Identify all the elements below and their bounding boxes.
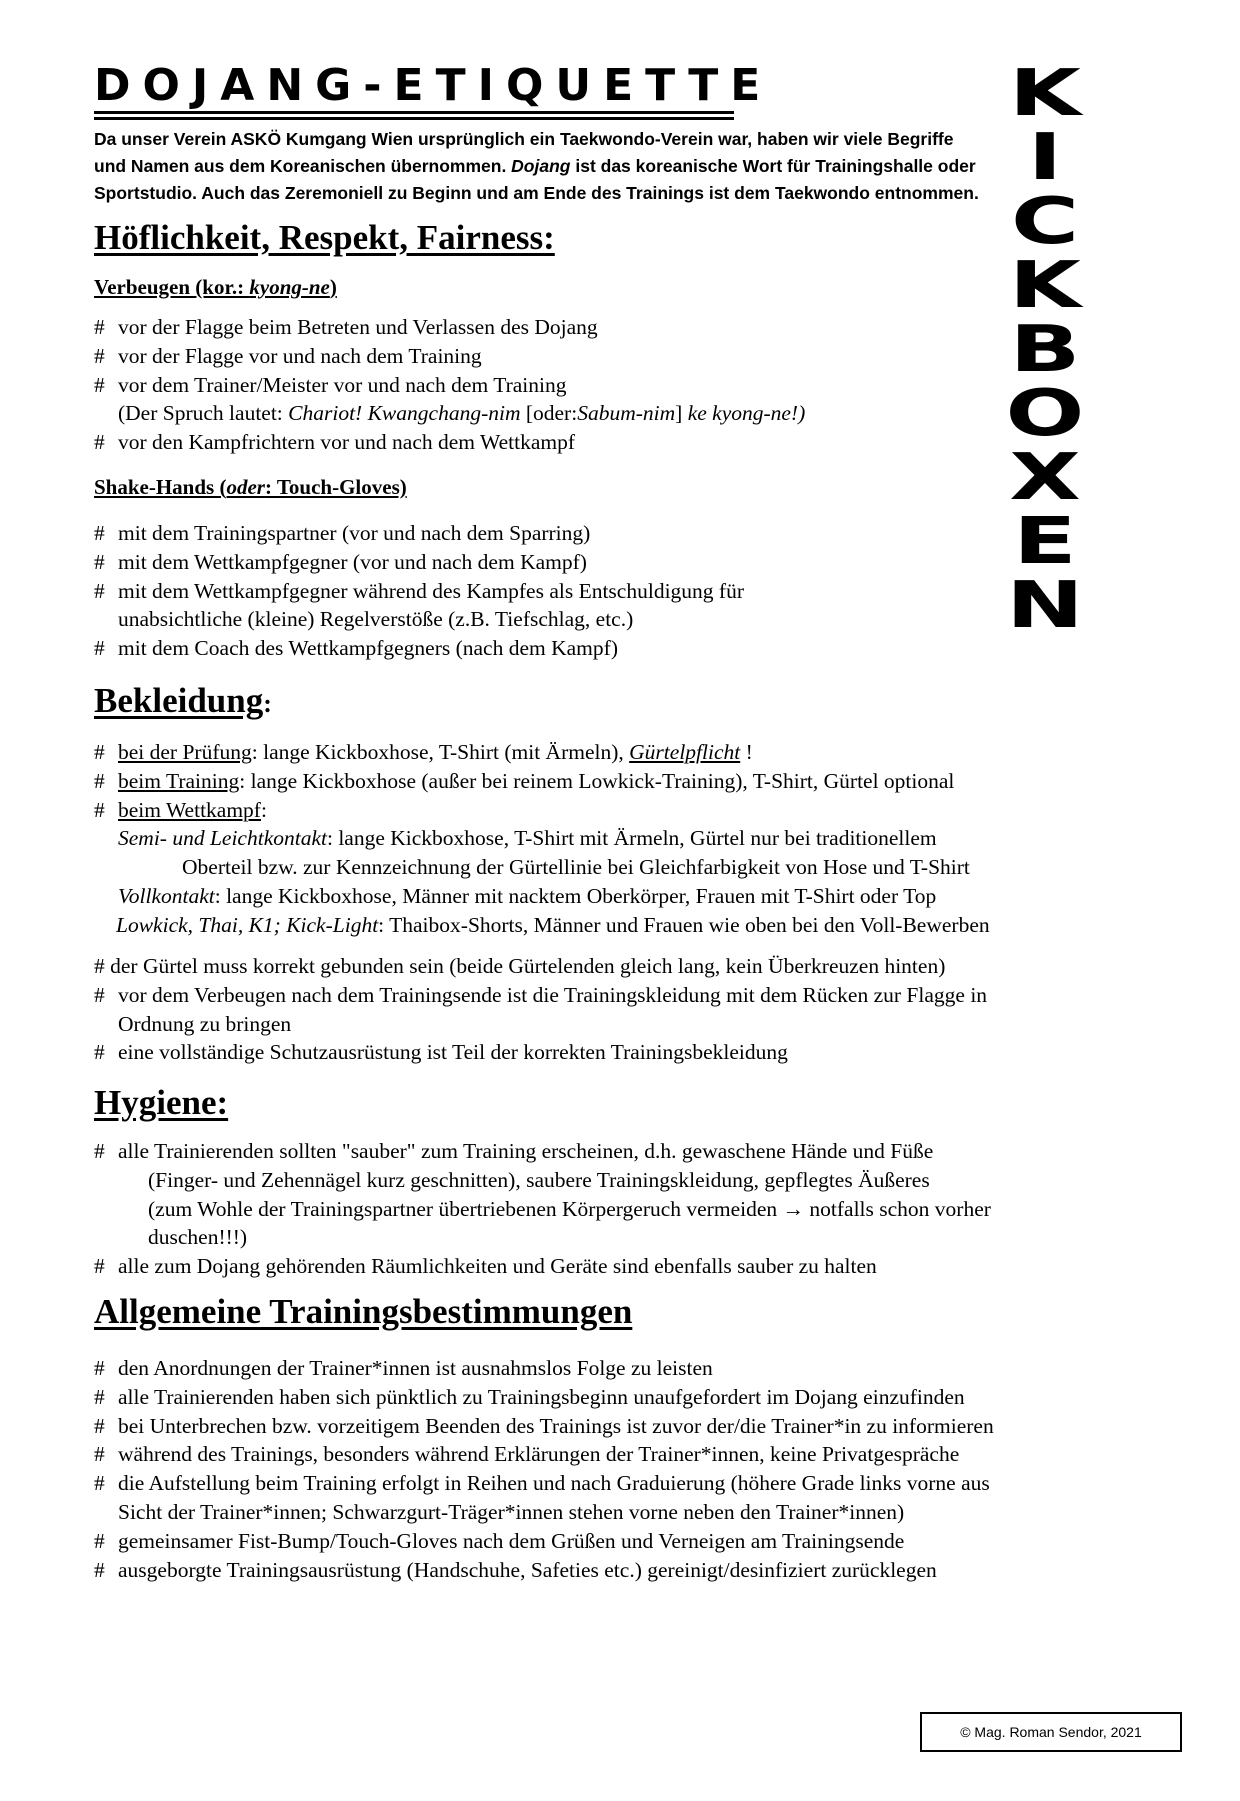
shake-hands-list [94, 519, 1154, 663]
list-item [94, 1556, 1154, 1585]
list-item-continuation: unabsichtliche (kleine) Regelverstöße (z.B. Tiefschlag, etc.) [118, 607, 634, 632]
list-item-continuation: Ordnung zu bringen [118, 1011, 292, 1036]
bullet: # [94, 578, 105, 603]
item-label: beim Training [118, 768, 240, 793]
item-text: gemeinsamer Fist-Bump/Touch-Gloves nach dem Grüßen und Verneigen am Trainingsende [118, 1528, 905, 1553]
intro-line [94, 153, 1014, 180]
spruch-italic: Sabum-nim [577, 401, 676, 426]
subheading-italic: oder [226, 475, 265, 499]
hygiene-list [94, 1137, 1154, 1281]
list-item [94, 1440, 1154, 1469]
item-text: : lange Kickboxhose, Männer mit nacktem Oberkörper, Frauen mit T-Shirt oder Top [214, 883, 937, 908]
item-text: vor der Flagge vor und nach dem Training [118, 343, 482, 368]
bullet: # [94, 372, 105, 397]
item-text: während des Trainings, besonders während Erklärungen der Trainer*innen, keine Privatgespräche [118, 1442, 960, 1467]
item-emphasis: Gürtelpflicht [629, 740, 741, 764]
title-underline-second [94, 117, 734, 120]
bullet: # [94, 1139, 105, 1163]
bullet: # [94, 343, 105, 368]
bullet: # [94, 1528, 105, 1553]
subheading-text: Shake-Hands ( [94, 475, 227, 499]
bullet: # [94, 549, 105, 574]
item-text: (zum Wohle der Trainingspartner übertriebenen Körpergeruch vermeiden [148, 1196, 783, 1221]
list-item [94, 1527, 1154, 1556]
item-text: vor der Flagge beim Betreten und Verlassen des Dojang [118, 315, 598, 339]
intro-dojang-term: Dojang [511, 156, 571, 176]
item-label: bei der Prüfung [118, 740, 252, 764]
item-text: mit dem Trainingspartner (vor und nach dem Sparring) [118, 521, 591, 545]
list-item [94, 767, 1154, 796]
list-item [94, 342, 1154, 371]
logo-letter: I [1027, 121, 1063, 195]
item-text: eine vollständige Schutzausrüstung ist Teil der korrekten Trainingsbekleidung [118, 1040, 788, 1065]
bullet: # [94, 1384, 105, 1409]
trainingsbestimmungen-list [94, 1354, 1154, 1584]
list-item: # der Gürtel muss korrekt gebunden sein (beide Gürtelenden gleich lang, kein Überkreuzen hinten) [94, 954, 946, 978]
spruch-italic: ke kyong-ne!) [687, 401, 806, 426]
list-item-continuation: (Finger- und Zehennägel kurz geschnitten), saubere Trainingskleidung, gepflegtes Äußeres [148, 1167, 930, 1192]
bullet: # [94, 740, 105, 764]
bullet: # [94, 1471, 105, 1496]
list-item-continuation: duschen!!!) [148, 1225, 248, 1250]
bullet: # [94, 982, 105, 1007]
list-item [94, 738, 1154, 767]
subheading-text: ) [329, 275, 337, 299]
item-text: vor dem Trainer/Meister vor und nach dem Training [118, 372, 567, 397]
item-text: mit dem Wettkampfgegner (vor und nach dem Kampf) [118, 549, 587, 574]
list-item [94, 548, 1154, 577]
logo-letter: K [1009, 249, 1081, 323]
logo-letter: X [1009, 441, 1081, 515]
item-text: bei Unterbrechen bzw. vorzeitigem Beenden des Trainings ist zuvor der/die Trainer*in zu informieren [118, 1413, 994, 1438]
bullet: # [94, 636, 105, 661]
list-item [94, 1469, 1154, 1498]
spruch-text: ] [675, 401, 688, 426]
item-text: vor dem Verbeugen nach dem Trainingsende ist die Trainingskleidung mit dem Rücken zur Flagge in [118, 982, 988, 1007]
list-item [94, 1412, 1154, 1441]
subheading-italic: kyong-ne [249, 275, 330, 299]
bekleidung-list [94, 738, 1154, 940]
spruch-text: [oder: [520, 401, 578, 426]
subheading-verbeugen [94, 274, 337, 300]
item-text: ! [740, 740, 753, 764]
list-item [94, 1383, 1154, 1412]
list-item [94, 634, 1154, 663]
item-label: beim Wettkampf [118, 797, 261, 822]
logo-letter: N [1006, 569, 1084, 643]
bullet: # [94, 797, 105, 822]
verbeugen-list [94, 313, 1154, 457]
item-text: die Aufstellung beim Training erfolgt in Reihen und nach Graduierung (höhere Grade links vorne aus [118, 1471, 990, 1496]
intro-text: und Namen aus dem Koreanischen übernommen. [94, 156, 512, 176]
intro-paragraph [94, 126, 1014, 207]
item-text: vor den Kampfrichtern vor und nach dem Wettkampf [118, 430, 575, 455]
item-text: alle Trainierenden sollten "sauber" zum Training erscheinen, d.h. gewaschene Hände und Füße [118, 1139, 934, 1163]
logo-letter: O [1005, 377, 1085, 451]
list-item [94, 371, 1154, 400]
wettkampf-semi [94, 824, 1154, 853]
item-text: notfalls schon vorher [804, 1196, 991, 1221]
list-item [94, 1354, 1154, 1383]
item-text: mit dem Coach des Wettkampfgegners (nach dem Kampf) [118, 636, 618, 661]
spruch-text: (Der Spruch lautet: [118, 401, 289, 426]
bullet: # [94, 768, 105, 793]
list-item [94, 1137, 1154, 1166]
section-heading-hygiene: Hygiene: [94, 1083, 229, 1122]
bullet: # [94, 1557, 105, 1582]
arrow-right-icon: → [782, 1196, 805, 1221]
bullet: # [94, 521, 105, 545]
list-item [94, 313, 1154, 342]
bullet: # [94, 1442, 105, 1467]
section-heading-bekleidung [94, 681, 272, 724]
list-item [94, 796, 1154, 825]
bullet: # [94, 1356, 105, 1380]
heading-text: Bekleidung [94, 681, 264, 720]
item-text: den Anordnungen der Trainer*innen ist ausnahmslos Folge zu leisten [118, 1356, 713, 1380]
item-text: : [260, 797, 267, 822]
item-italic: Semi- und Leichtkontakt [118, 826, 327, 851]
heading-colon: : [263, 689, 272, 718]
item-italic: Vollkontakt [118, 883, 215, 908]
section-heading-trainingsbestimmungen: Allgemeine Trainingsbestimmungen [94, 1292, 633, 1331]
bullet: # [94, 1040, 105, 1065]
copyright-box: © Mag. Roman Sendor, 2021 [920, 1712, 1182, 1752]
bullet: # [94, 1413, 105, 1438]
list-item [94, 1252, 1154, 1281]
list-item [94, 577, 1154, 606]
item-text: mit dem Wettkampfgegner während des Kampfes als Entschuldigung für [118, 578, 744, 603]
logo-letter: C [1010, 185, 1080, 259]
wettkampf-voll [94, 882, 1154, 911]
spruch-line [94, 399, 1154, 428]
wettkampf-lowkick [94, 911, 1154, 940]
item-italic: Lowkick, Thai, K1; Kick-Light [116, 912, 379, 937]
item-text: ausgeborgte Trainingsausrüstung (Handschuhe, Safeties etc.) gereinigt/desinfiziert zurücklegen [118, 1557, 937, 1582]
item-text: : Thaibox-Shorts, Männer und Frauen wie oben bei den Voll-Bewerben [378, 912, 990, 937]
list-item-continuation [94, 1195, 1154, 1224]
section-heading-respect: Höflichkeit, Respekt, Fairness: [94, 218, 555, 257]
wettkampf-semi-continuation: Oberteil bzw. zur Kennzeichnung der Gürtellinie bei Gleichfarbigkeit von Hose und T-Shirt [182, 855, 970, 880]
subheading-shake-hands [94, 474, 407, 500]
item-text: : lange Kickboxhose, T-Shirt (mit Ärmeln), [251, 740, 630, 764]
list-item [94, 981, 1154, 1010]
bullet: # [94, 315, 105, 339]
intro-text: ist das koreanische Wort für Trainingshalle oder [570, 156, 976, 176]
item-text: : lange Kickboxhose, T-Shirt mit Ärmeln, Gürtel nur bei traditionellem [326, 826, 937, 851]
logo-letter: E [1013, 505, 1077, 579]
logo-letter: B [1009, 313, 1081, 387]
list-item [94, 1038, 1154, 1067]
bullet: # [94, 1254, 105, 1279]
subheading-text: Verbeugen (kor.: [94, 275, 250, 299]
list-item-continuation: Sicht der Trainer*innen; Schwarzgurt-Träger*innen stehen vorne neben den Trainer*innen) [118, 1499, 905, 1524]
subheading-text: : Touch-Gloves) [264, 475, 407, 499]
bekleidung-general-list [94, 952, 1154, 1067]
item-text: alle Trainierenden haben sich pünktlich zu Trainingsbeginn unaufgefordert im Dojang einzufinden [118, 1384, 965, 1409]
title-underline [94, 111, 734, 114]
spruch-italic: Chariot! Kwangchang-nim [288, 401, 521, 426]
intro-line: Sportstudio. Auch das Zeremoniell zu Beginn und am Ende des Trainings ist dem Taekwondo entnommen. [94, 183, 979, 203]
item-text: alle zum Dojang gehörenden Räumlichkeiten und Geräte sind ebenfalls sauber zu halten [118, 1254, 877, 1279]
item-text: : lange Kickboxhose (außer bei reinem Lowkick-Training), T-Shirt, Gürtel optional [239, 768, 955, 793]
list-item [94, 428, 1154, 457]
page-title: DOJANG-ETIQUETTE [94, 60, 773, 111]
intro-line: Da unser Verein ASKÖ Kumgang Wien ursprünglich ein Taekwondo-Verein war, haben wir viele Begriffe [94, 129, 954, 149]
list-item [94, 519, 1154, 548]
bullet: # [94, 430, 105, 455]
logo-letter: K [1009, 57, 1081, 131]
